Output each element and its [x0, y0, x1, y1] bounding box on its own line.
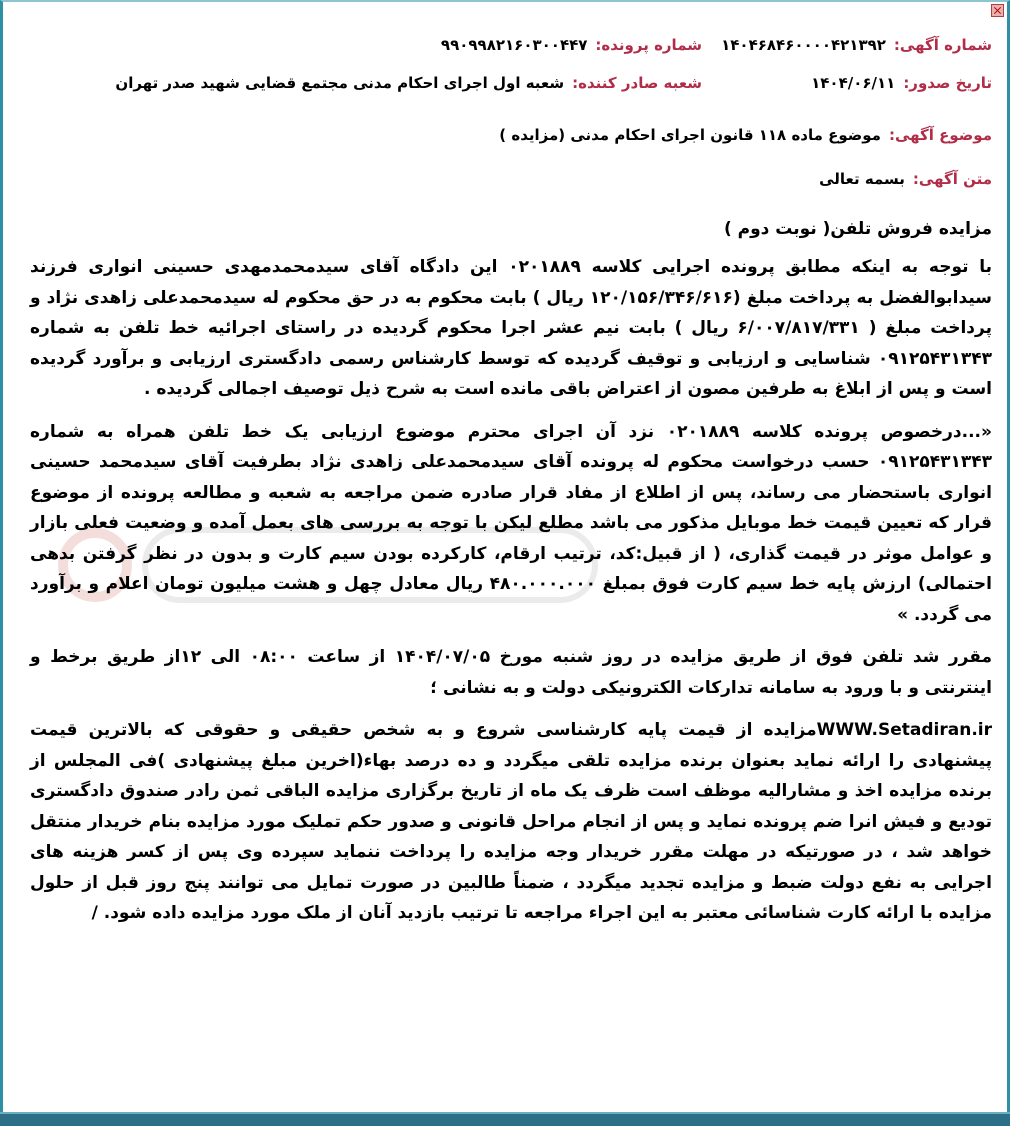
case-number: [412, 36, 702, 54]
case-number-label: شماره پرونده:: [595, 36, 702, 54]
text-row: [30, 170, 992, 200]
body-paragraph-4: WWW.Setadiran.irمزایده از قیمت پایه کارشناسی شروع و به شخص حقیقی و حقوقی که بالاترین قیمت پیشنهادی را ارائه نماید بعنوان برنده مزایده تلقی میگردد و ده درصد بهاء(اخرین مبلغ پیشنهادی )فی المجلس از برنده مزایده اخذ و مشارالیه موظف است ظرف یک ماه از تاریخ برگزاری مزایده الباقی ثمن رادر صندوق دادگستری تودیع و فیش انرا ضم پرونده نماید و پس از انجام مراحل قانونی و صدور حکم تملیک مورد مزایده بنام خریدار منتقل خواهد شد ، در صورتیکه در مهلت مقرر خریدار وجه مزایده را پرداخت ننماید سپرده وی پس از کسر هزینه های اجرایی به نفع دولت ضبط و مزایده تجدید میگردد ، ضمناً طالبین در صورت تمایل می توانند پنج روز قبل از حلول مزایده با ارائه کارت شناسائی معتبر به این اجراء مراجعه تا ترتیب بازدید آنان از ملک مورد مزایده داده شود. /: [30, 720, 992, 923]
issue-date-value: ۱۴۰۴/۰۶/۱۱: [811, 74, 896, 92]
body-paragraph-2: «...درخصوص پرونده کلاسه ۰۲۰۱۸۸۹ نزد آن اجرای محترم موضوع ارزیابی یک خط تلفن همراه به شماره ۰۹۱۲۵۴۳۱۳۴۳ حسب درخواست محکوم له پرونده آقای سیدمحمدعلی زاهدی نژاد بطرفیت آقای سیدمحمد حسینی انواری باستحضار می رساند، پس از اطلاع از مفاد قرار صادره ضمن مراجعه به شعبه و مطالعه پرونده از موضوع قرار که تعیین قیمت خط موبایل مذکور می باشد مطلع لیکن با توجه به بررسی های بعمل آمده و وضعیت فعلی بازار و عوامل موثر در قیمت گذاری، ( از قبیل:کد، ترتیب ارقام، کارکرده بودن سیم کارت و بدون در نظر گرفتن بدهی احتمالی) ارزش پایه خط سیم کارت فوق بمبلغ ۴۸۰.۰۰۰.۰۰۰ ریال معادل چهل و هشت میلیون تومان اعلام و برآورد می گردد. »: [30, 421, 992, 625]
body-heading: مزایده فروش تلفن( نوبت دوم ): [723, 219, 992, 239]
issue-date-label: تاریخ صدور:: [903, 74, 992, 92]
body-paragraph-1: با توجه به اینکه مطابق پرونده اجرایی کلاسه ۰۲۰۱۸۸۹ این دادگاه آقای سیدمحمدمهدی حسینی انواری فرزند سیدابوالفضل به پرداخت مبلغ (۱۲۰/۱۵۶/۳۴۶/۶۱۶ ریال ) بابت محکوم به در حق محکوم له سیدمحمدعلی زاهدی نژاد و پرداخت مبلغ ( ۶/۰۰۷/۸۱۷/۳۳۱ ریال ) بابت نیم عشر اجرا محکوم گردیده در راستای اجرائیه خط تلفن به شماره ۰۹۱۲۵۴۳۱۳۴۳ شناسایی و ارزیابی و توقیف گردیده که توسط کارشناس رسمی دادگستری ارزیابی و برآورد گردیده است و پس از ابلاغ به طرفین مصون از اعتراض باقی مانده است به شرح ذیل توصیف اجمالی گردیده .: [30, 257, 992, 399]
text-label: متن آگهی:: [912, 170, 992, 188]
announcement: [30, 36, 992, 929]
subject-row: [30, 126, 992, 156]
close-icon[interactable]: [991, 4, 1004, 17]
case-number-value: ۹۹۰۹۹۸۲۱۶۰۳۰۰۴۴۷: [440, 36, 588, 54]
body-paragraph-3: مقرر شد تلفن فوق از طریق مزایده در روز شنبه مورخ ۱۴۰۴/۰۷/۰۵ از ساعت ۰۸:۰۰ الی ۱۲از طریق برخط و اینترنتی و با ورود به سامانه تدارکات الکترونیکی دولت و به نشانی ؛: [30, 647, 992, 698]
issuer-value: شعبه اول اجرای احکام مدنی مجتمع قضایی شهید صدر تهران: [115, 74, 565, 92]
subject-label: موضوع آگهی:: [888, 126, 992, 144]
issuer-label: شعبه صادر کننده:: [572, 74, 702, 92]
subject-value: موضوع ماده ۱۱۸ قانون اجرای احکام مدنی (مزایده ): [499, 126, 881, 144]
bottom-bar: [0, 1112, 1010, 1126]
text-value: بسمه تعالی: [819, 170, 905, 188]
meta-row-date: [30, 74, 992, 106]
ad-number: [702, 36, 992, 54]
issuer: [30, 74, 702, 92]
ad-number-label: شماره آگهی:: [893, 36, 992, 54]
meta-row-numbers: [30, 36, 992, 68]
ad-number-value: ۱۴۰۴۶۸۴۶۰۰۰۰۴۲۱۳۹۲: [721, 36, 886, 54]
issue-date: [702, 74, 992, 92]
